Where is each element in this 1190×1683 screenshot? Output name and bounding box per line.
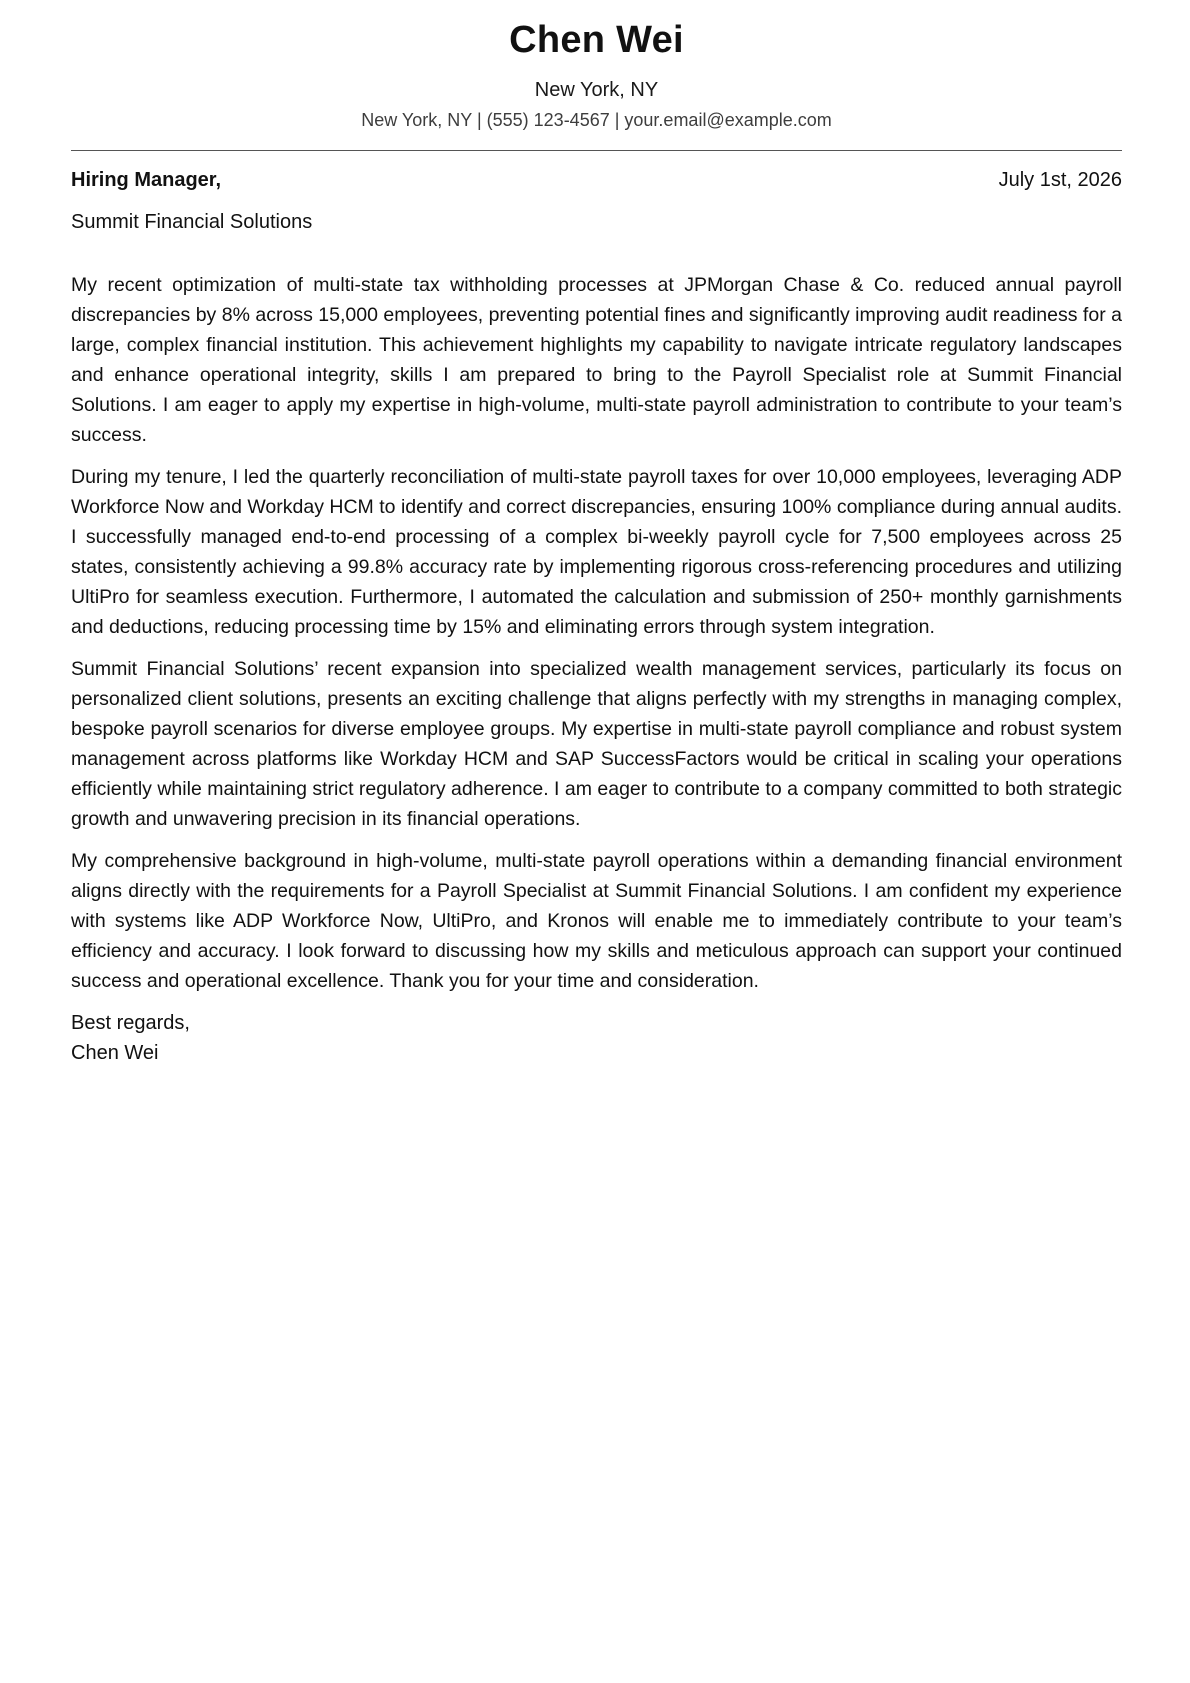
recipient-salutation: Hiring Manager, — [71, 169, 222, 191]
company-name: Summit Financial Solutions — [71, 211, 313, 233]
body-paragraph-4: My comprehensive background in high-volume, multi-state payroll operations within a demanding financial environment aligns directly with the requirements for a Payroll Specialist at Summit Financial Solutions. I am confident my experience with systems like ADP Workforce Now, UltiPro, and Kronos will enable me to immediately contribute to your team’s efficiency and accuracy. I look forward to discussing how my skills and meticulous approach can support your continued success and operational excellence. Thank you for your time and consideration. — [71, 850, 1122, 992]
cover-letter-page — [71, 0, 1122, 1068]
contact-line: New York, NY | (555) 123-4567 | your.email@example.com — [361, 110, 832, 130]
header-divider — [71, 150, 1122, 151]
recipient-date-row — [71, 167, 1122, 193]
body-paragraph-1: My recent optimization of multi-state tax withholding processes at JPMorgan Chase & Co. reduced annual payroll discrepancies by 8% across 15,000 employees, preventing potential fines and significantly improving audit readiness for a large, complex financial institution. This achievement highlights my capability to navigate intricate regulatory landscapes and enhance operational integrity, skills I am prepared to bring to the Payroll Specialist role at Summit Financial Solutions. I am eager to apply my expertise in high-volume, multi-state payroll administration to contribute to your team’s success. — [71, 274, 1122, 446]
applicant-location: New York, NY — [534, 79, 659, 101]
body-paragraph-3: Summit Financial Solutions’ recent expansion into specialized wealth management services, particularly its focus on personalized client solutions, presents an exciting challenge that aligns perfectly with my strengths in managing complex, bespoke payroll scenarios for diverse employee groups. My expertise in multi-state payroll compliance and robust system management across platforms like Workday HCM and SAP SuccessFactors would be critical in scaling your operations efficiently while maintaining strict regulatory adherence. I am eager to contribute to a company committed to both strategic growth and unwavering precision in its financial operations. — [71, 658, 1123, 830]
letter-body — [71, 270, 1122, 996]
applicant-name: Chen Wei — [509, 19, 684, 61]
body-paragraph-2: During my tenure, I led the quarterly reconciliation of multi-state payroll taxes for over 10,000 employees, leveraging ADP Workforce Now and Workday HCM to identify and correct discrepancies, ensuring 100% compliance during annual audits. I successfully managed end-to-end processing of a complex bi-weekly payroll cycle for 7,500 employees across 25 states, consistently achieving a 99.8% accuracy rate by implementing rigorous cross-referencing procedures and utilizing UltiPro for seamless execution. Furthermore, I automated the calculation and submission of 250+ monthly garnishments and deductions, reducing processing time by 15% and eliminating errors through system integration. — [71, 466, 1122, 638]
letter-date: July 1st, 2026 — [998, 169, 1122, 191]
letter-closing — [71, 1008, 1122, 1068]
signature-name: Chen Wei — [71, 1042, 159, 1064]
closing-phrase: Best regards, — [71, 1012, 190, 1034]
